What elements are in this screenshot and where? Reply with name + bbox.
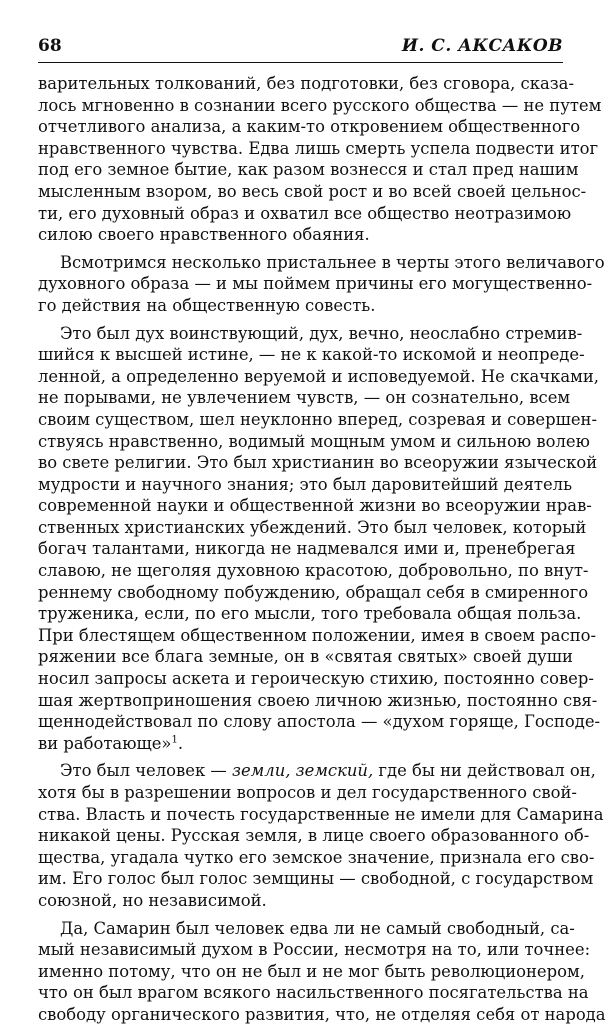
text-line-last: ви работающе»$^1$.	[38, 733, 184, 753]
italic-emphasis: земли, земский,	[232, 761, 374, 781]
text-line: Это был дух воинствующий, дух, вечно, неослабно стремив-	[60, 323, 583, 343]
text-line: современной науки и общественной жизни во всеоружии нрав-	[38, 496, 592, 516]
text-line: славою, не щеголяя духовною красотою, добровольно, по внут-	[38, 561, 589, 581]
text-line: отчетливого анализа, а каким-то откровением общественного	[38, 117, 581, 137]
text-line: мый независимый духом в России, несмотря на то, или точнее:	[38, 940, 591, 960]
text-line: своим существом, шел неуклонно вперед, созревая и совершен-	[38, 409, 598, 429]
text-line: ства. Власть и почесть государственные не имели для Самарина	[38, 804, 604, 824]
text-line: шийся к высшей истине, — не к какой-то искомой и неопреде-	[38, 345, 585, 365]
text-line: Всмотримся несколько пристальнее в черты этого величавого	[60, 252, 605, 272]
text-line: союзной, но независимой.	[38, 890, 267, 910]
page-header	[38, 36, 563, 60]
text-line: под его земное бытие, как разом вознесся и стал пред нашим	[38, 160, 579, 180]
text-line: лось мгновенно в сознании всего русского общества — не путем	[38, 95, 602, 115]
paragraph	[38, 760, 604, 911]
page-body	[38, 73, 606, 1026]
running-head: И. С. АКСАКОВ	[401, 36, 563, 56]
text-line: реннему свободному побуждению, обращал себя в смиренного	[38, 582, 589, 602]
page-number: 68	[38, 36, 62, 56]
text-line: ленной, а определенно веруемой и исповедуемой. Не скачками,	[38, 366, 599, 386]
text-line: мысленным взором, во весь свой рост и во всей своей цельнос-	[38, 181, 587, 201]
text-segment: Это был человек —	[60, 761, 233, 781]
text-line: никакой цены. Русская земля, в лице своего образованного об-	[38, 826, 590, 846]
text-line: силою своего нравственного обаяния.	[38, 225, 370, 245]
text-line: щеннодействовал по слову апостола — «духом горяще, Господе-	[38, 712, 601, 732]
text-line: свободу органического развития, что, не отделяя себя от народа	[38, 1004, 606, 1024]
paragraph	[38, 73, 602, 246]
text-line: го действия на общественную совесть.	[38, 295, 376, 315]
text-line: богач талантами, никогда не надмевался ими и, пренебрегая	[38, 539, 576, 559]
paragraph	[38, 323, 601, 755]
paragraph	[38, 918, 606, 1026]
text-line: что он был врагом всякого насильственного посягательства на	[38, 983, 589, 1003]
text-line: шая жертвоприношения своею личною жизнью, постоянно свя-	[38, 690, 598, 710]
text-line: труженика, если, по его мысли, того требовала общая польза.	[38, 604, 582, 624]
text-line: во свете религии. Это был христианин во всеоружии языческой	[38, 453, 598, 473]
text-line: нравственного чувства. Едва лишь смерть успела подвести итог	[38, 138, 599, 158]
text-line: носил запросы аскета и героическую стихию, постоянно совер-	[38, 669, 594, 689]
text-line: щества, угадала чутко его земское значение, признала его сво-	[38, 847, 595, 867]
text-line: хотя бы в разрешении вопросов и дел государственного свой-	[38, 783, 577, 802]
text-line: варительных толкований, без подготовки, без сговора, сказа-	[38, 74, 574, 93]
text-line: ственных христианских убеждений. Это был человек, который	[38, 517, 587, 537]
text-line: именно потому, что он не был и не мог быть революционером,	[38, 961, 585, 981]
text-line: духовного образа — и мы поймем причины его могущественно-	[38, 274, 593, 294]
footnote-ref[interactable]: 1	[171, 734, 178, 746]
text-line: не порывами, не увлечением чувств, — он сознательно, всем	[38, 388, 571, 408]
text-line: мудрости и научного знания; это был даровитейший деятель	[38, 474, 573, 494]
text-line-content: ви работающе»	[38, 733, 172, 753]
text-line: Да, Самарин был человек едва ли не самый свободный, са-	[60, 918, 575, 938]
paragraph	[38, 252, 605, 317]
text-line: ствуясь нравственно, водимый мощным умом и сильною волею	[38, 431, 590, 451]
text-line: При блестящем общественном положении, имея в своем распо-	[38, 625, 597, 645]
text-line: им. Его голос был голос земщины — свободной, с государством	[38, 869, 594, 889]
text-segment: где бы ни действовал он,	[373, 761, 596, 781]
text-line: ти, его духовный образ и охватил все общество неотразимою	[38, 203, 572, 223]
text-line: ряжении все блага земные, он в «святая святых» своей души	[38, 647, 573, 667]
header-rule	[38, 62, 563, 63]
text-line	[38, 760, 596, 782]
